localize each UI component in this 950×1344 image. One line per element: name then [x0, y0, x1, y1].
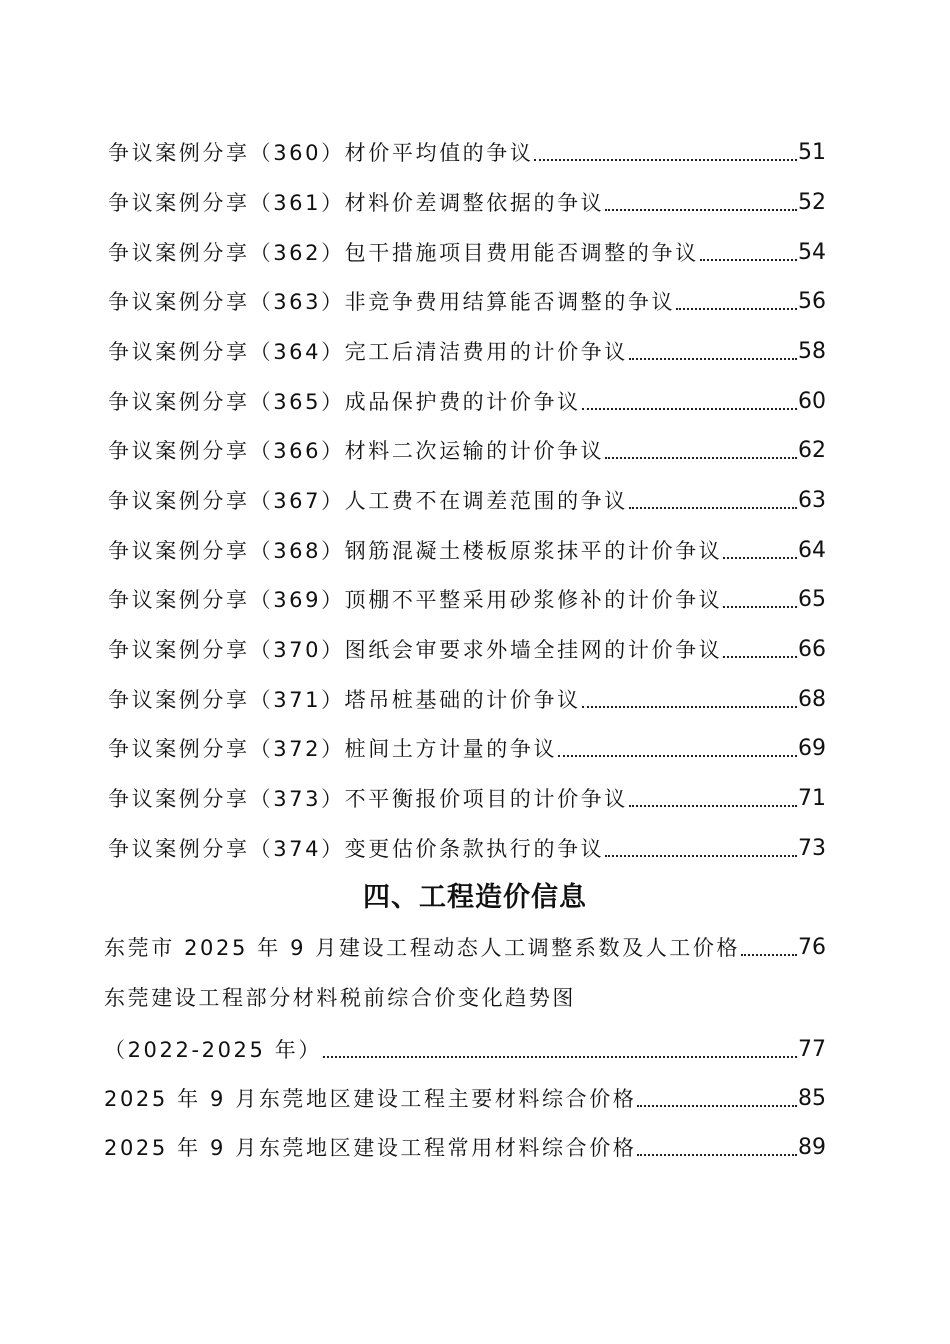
toc-entry-title: 2025 年 9 月东莞地区建设工程常用材料综合价格 — [104, 1136, 637, 1160]
toc-page-number: 69 — [798, 736, 826, 761]
toc-page-number: 64 — [798, 538, 826, 563]
toc-entry[interactable] — [108, 486, 826, 516]
dot-leader — [629, 784, 797, 814]
dot-leader — [700, 238, 797, 268]
toc-page-number: 68 — [798, 687, 826, 712]
toc-entry[interactable] — [108, 734, 826, 764]
toc-page-number: 73 — [798, 836, 826, 861]
toc-entry[interactable] — [108, 784, 826, 814]
dot-leader — [637, 1133, 797, 1163]
dot-leader — [605, 834, 797, 864]
toc-entry-title: 争议案例分享（372）桩间土方计量的争议 — [108, 737, 558, 761]
toc-entry[interactable] — [108, 436, 826, 466]
toc-entry[interactable] — [108, 685, 826, 715]
toc-entry-title: 争议案例分享（366）材料二次运输的计价争议 — [108, 439, 605, 463]
toc-page-number: 51 — [798, 140, 826, 165]
toc-entry[interactable] — [108, 337, 826, 367]
toc-page-number: 62 — [798, 438, 826, 463]
toc-entry-title: 2025 年 9 月东莞地区建设工程主要材料综合价格 — [104, 1087, 637, 1111]
toc-page-number: 89 — [798, 1135, 826, 1160]
toc-entry-title: 争议案例分享（373）不平衡报价项目的计价争议 — [108, 787, 628, 811]
toc-entry[interactable] — [104, 1084, 826, 1114]
toc-entry[interactable] — [108, 188, 826, 218]
dot-leader — [723, 585, 797, 615]
dot-leader — [582, 685, 797, 715]
toc-page-number: 63 — [798, 488, 826, 513]
toc-entry[interactable] — [108, 238, 826, 268]
dot-leader — [323, 1035, 797, 1065]
dot-leader — [676, 287, 797, 317]
toc-entry-title: 争议案例分享（363）非竞争费用结算能否调整的争议 — [108, 290, 676, 314]
section-heading: 四、工程造价信息 — [363, 882, 587, 913]
dot-leader — [637, 1084, 797, 1114]
toc-entry-title: 争议案例分享（367）人工费不在调差范围的争议 — [108, 489, 628, 513]
toc-entry-title: 争议案例分享（361）材料价差调整依据的争议 — [108, 191, 605, 215]
toc-page-number: 85 — [798, 1086, 826, 1111]
toc-entry-title: 争议案例分享（360）材价平均值的争议 — [108, 141, 534, 165]
toc-entry[interactable] — [108, 138, 826, 168]
toc-entry-title: 争议案例分享（371）塔吊桩基础的计价争议 — [108, 688, 581, 712]
toc-entry-title: 东莞市 2025 年 9 月建设工程动态人工调整系数及人工价格 — [104, 936, 741, 960]
toc-entry[interactable] — [104, 1133, 826, 1163]
toc-entry[interactable] — [108, 287, 826, 317]
toc-entry[interactable] — [108, 834, 826, 864]
toc-entry-title: 争议案例分享（365）成品保护费的计价争议 — [108, 390, 581, 414]
toc-entry-title: （2022-2025 年） — [104, 1038, 322, 1062]
toc-entry[interactable] — [104, 1035, 826, 1065]
toc-page-number: 65 — [798, 587, 826, 612]
toc-page-number: 58 — [798, 339, 826, 364]
toc-entry[interactable] — [108, 536, 826, 566]
toc-page-number: 60 — [798, 389, 826, 414]
toc-page-number: 54 — [798, 240, 826, 265]
dot-leader — [741, 933, 797, 963]
toc-entry[interactable] — [108, 387, 826, 417]
dot-leader — [629, 337, 797, 367]
dot-leader — [605, 436, 797, 466]
toc-page-number: 77 — [798, 1037, 826, 1062]
toc-entry-title-line1[interactable]: 东莞建设工程部分材料税前综合价变化趋势图 — [104, 986, 576, 1010]
toc-page-number: 56 — [798, 289, 826, 314]
dot-leader — [558, 734, 797, 764]
dot-leader — [723, 635, 797, 665]
toc-entry-title: 争议案例分享（362）包干措施项目费用能否调整的争议 — [108, 241, 699, 265]
dot-leader — [723, 536, 797, 566]
toc-entry[interactable] — [108, 585, 826, 615]
dot-leader — [582, 387, 797, 417]
toc-page-number: 66 — [798, 637, 826, 662]
toc-entry-title: 争议案例分享（374）变更估价条款执行的争议 — [108, 837, 605, 861]
dot-leader — [629, 486, 797, 516]
toc-entry-title: 争议案例分享（364）完工后清洁费用的计价争议 — [108, 340, 628, 364]
toc-page-number: 71 — [798, 786, 826, 811]
toc-page-number: 52 — [798, 190, 826, 215]
dot-leader — [605, 188, 797, 218]
toc-entry-title: 争议案例分享（370）图纸会审要求外墙全挂网的计价争议 — [108, 638, 723, 662]
toc-entry-title: 争议案例分享（368）钢筋混凝土楼板原浆抹平的计价争议 — [108, 539, 723, 563]
toc-page-number: 76 — [798, 935, 826, 960]
toc-entry-title: 争议案例分享（369）顶棚不平整采用砂浆修补的计价争议 — [108, 588, 723, 612]
dot-leader — [534, 138, 797, 168]
toc-entry[interactable] — [108, 635, 826, 665]
toc-entry[interactable] — [104, 933, 826, 963]
